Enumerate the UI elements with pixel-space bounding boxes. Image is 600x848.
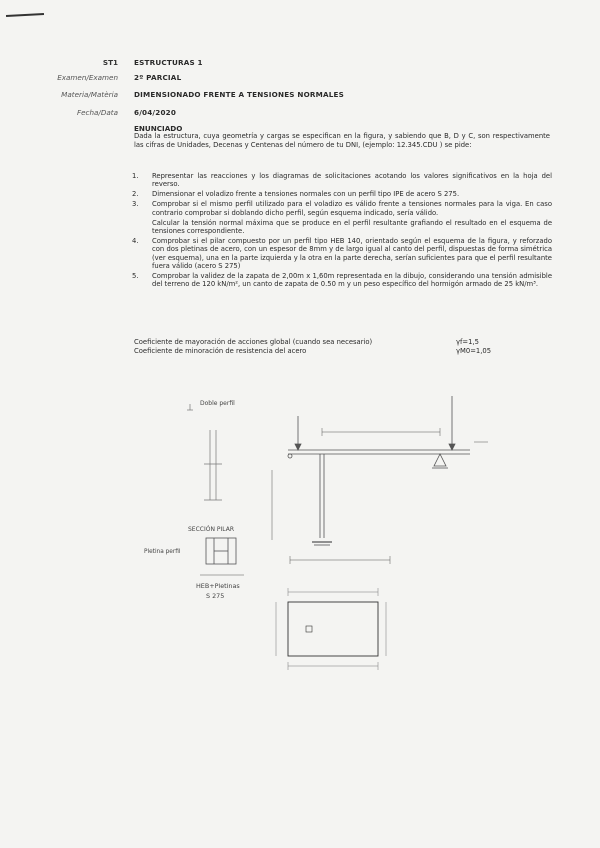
task-item <box>132 237 552 271</box>
coefficient-value: γM0=1,05 <box>456 347 492 355</box>
double-profile-sketch <box>187 404 222 500</box>
task-number: 1. <box>132 172 139 180</box>
scan-mark <box>6 13 44 17</box>
footing-plan <box>276 588 386 670</box>
statement-title: ENUNCIADO <box>134 124 183 133</box>
task-text: Dimensionar el voladizo frente a tensiones normales con un perfil tipo IPE de acero S 275. <box>152 190 460 199</box>
subject-label: Materia/Matèria <box>61 90 118 99</box>
task-number: 3. <box>132 200 139 209</box>
section-label: SECCIÓN PILAR <box>188 526 235 533</box>
task-continuation: Calcular la tensión normal máxima que se produce en el perfil resultante grafiando el resultado en el esquema de tensiones correspondiente. <box>152 218 552 235</box>
heb-label: HEB+Pletinas <box>196 582 240 590</box>
coefficient-value: γf=1,5 <box>456 338 479 346</box>
plate-label: Pletina perfil <box>144 549 181 555</box>
task-text: Representar las reacciones y los diagramas de solicitaciones acotando los valores significativos en la hoja del reverso. <box>152 172 552 189</box>
coefficient-label: Coeficiente de mayoración de acciones global (cuando sea necesario) <box>134 338 373 346</box>
date-label: Fecha/Data <box>76 108 118 117</box>
course-name: ESTRUCTURAS 1 <box>134 58 203 67</box>
course-code: ST1 <box>102 58 118 67</box>
double-profile-label: Doble perfil <box>200 400 235 407</box>
task-list <box>132 172 552 290</box>
exam-value: 2º PARCIAL <box>134 73 182 82</box>
column-section-sketch <box>200 538 244 575</box>
task-item <box>132 200 552 217</box>
task-item <box>132 172 552 189</box>
task-text: Comprobar la validez de la zapata de 2,00m x 1,60m representada en la dibujo, considerando una tensión admisible del terreno de 120 kN/m², un canto de zapata de 0.50 m y un peso específico del hormigón armado de 25 kN/m³. <box>152 271 552 289</box>
statement-intro: Dada la estructura, cuya geometría y cargas se especifican en la figura, y sabiendo que B, D y C, son respectivamente las cifras de Unidades, Decenas y Centenas del número de tu DNI, (ejemplo: 12.345.CDU ) se pide: <box>134 132 550 149</box>
task-text: Comprobar si el mismo perfil utilizado para el voladizo es válido frente a tensiones normales para la viga. En caso contrario comprobar si doblando dicho perfil, según esquema indicado, sería válido. <box>152 200 552 217</box>
coefficient-label: Coeficiente de minoración de resistencia del acero <box>134 347 307 355</box>
task-number: 5. <box>132 271 139 280</box>
subject-value: DIMENSIONADO FRENTE A TENSIONES NORMALES <box>134 90 345 99</box>
task-item <box>132 272 552 289</box>
exam-label: Examen/Examen <box>57 73 118 82</box>
structure-drawing <box>0 380 600 680</box>
task-item <box>132 190 552 198</box>
date-value: 6/04/2020 <box>134 108 177 117</box>
steel-label: S 275 <box>206 592 225 600</box>
structure-frame <box>272 396 488 564</box>
task-text: Comprobar si el pilar compuesto por un perfil tipo HEB 140, orientado según el esquema de la figura, y reforzado con dos pletinas de acero, con un espesor de 8mm y de largo igual al canto del perfil, dispuestas de forma simétrica (ver esquema), una en la parte izquierda y la otra en la parte derecha, serían suficientes para que el perfil resultante fuera válido (acero S 275) <box>152 236 552 271</box>
task-number: 4. <box>132 236 139 245</box>
task-number: 2. <box>132 190 139 199</box>
